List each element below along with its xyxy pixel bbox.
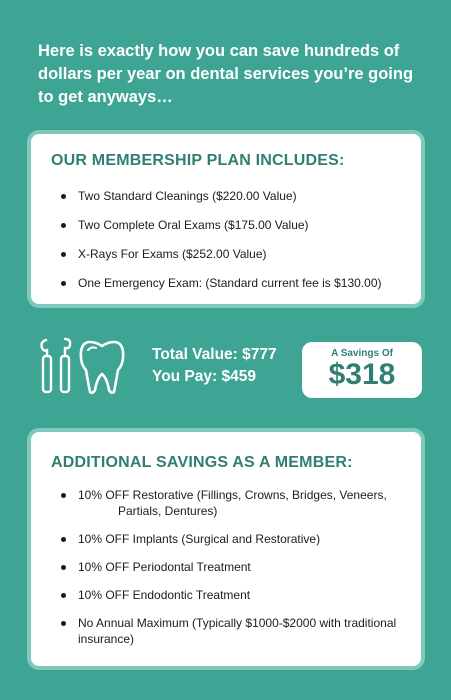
membership-plan-list [61,188,411,304]
list-item-line: 10% OFF Restorative (Fillings, Crowns, Bridges, Veneers, [78,488,387,502]
you-pay: You Pay: $459 [152,368,256,385]
additional-savings-list [61,487,411,659]
pricing-values [152,344,277,388]
list-item: Two Complete Oral Exams ($175.00 Value) [61,217,411,233]
savings-amount: $318 [328,358,396,391]
additional-savings-card [27,428,425,670]
membership-plan-title: OUR MEMBERSHIP PLAN INCLUDES: [51,152,345,169]
list-item: X-Rays For Exams ($252.00 Value) [61,246,411,262]
additional-savings-title: ADDITIONAL SAVINGS AS A MEMBER: [51,454,353,471]
list-item [61,487,411,519]
savings-label: A Savings Of [331,348,393,359]
list-item: No Annual Maximum (Typically $1000-$2000 with traditional insurance) [61,615,411,647]
headline: Here is exactly how you can save hundreds of dollars per year on dental services you’re going to get anyways… [38,42,414,106]
list-item: 10% OFF Endodontic Treatment [61,587,411,603]
dental-tools-icon [38,336,76,396]
list-item: 10% OFF Implants (Surgical and Restorative) [61,531,411,547]
tooth-icon [78,338,126,396]
list-item: One Emergency Exam: (Standard current fee is $130.00) [61,275,411,291]
list-item: 10% OFF Periodontal Treatment [61,559,411,575]
total-value: Total Value: $777 [152,346,277,363]
savings-badge [302,342,422,398]
list-item: Two Standard Cleanings ($220.00 Value) [61,188,411,204]
list-item-line: Partials, Dentures) [118,504,218,518]
membership-plan-card [27,130,425,308]
